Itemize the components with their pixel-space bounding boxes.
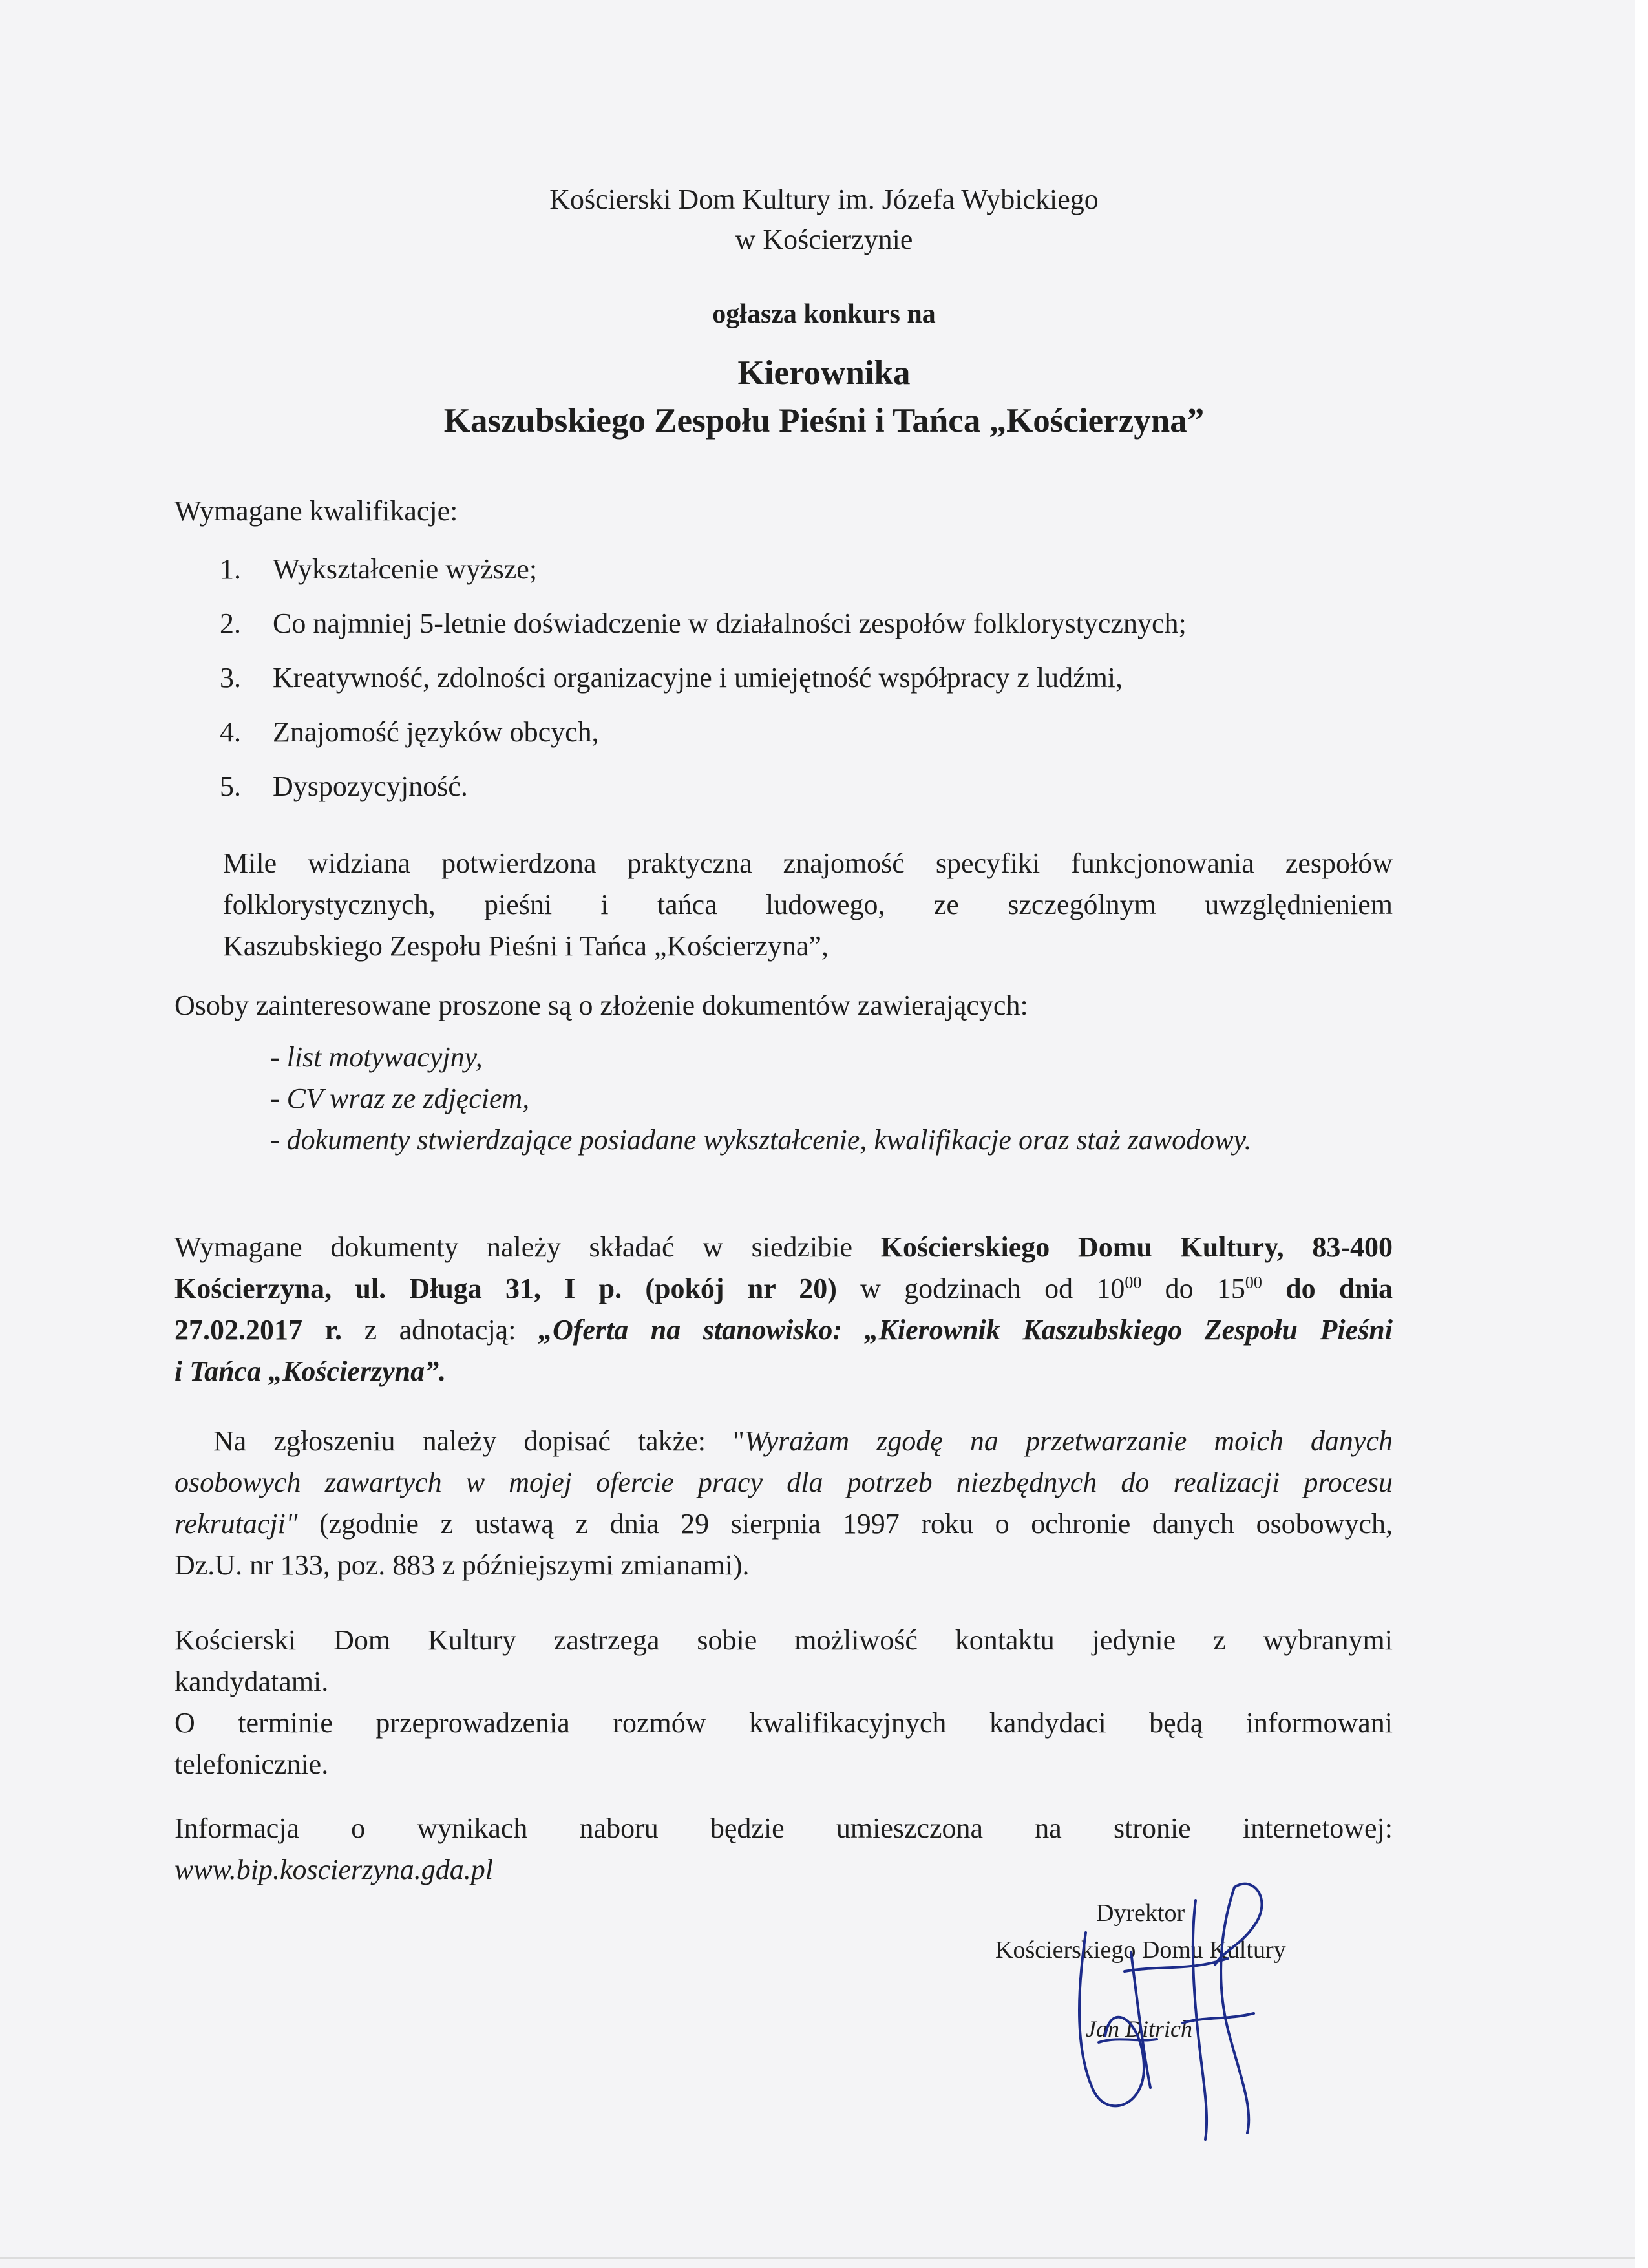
documents-intro: Osoby zainteresowane proszone są o złożenie dokumentów zawierających: [174,990,1028,1021]
requirement-number: 5. [220,770,241,802]
document-item: - list motywacyjny, [270,1041,483,1073]
requirements-list [220,553,1187,824]
submission-line [174,1227,1393,1268]
organization-location: w Kościerzynie [735,224,913,255]
submission-text: Wymagane dokumenty należy składać w siedzibie [174,1231,881,1263]
organization-header [0,180,1648,260]
consent-line: osobowych zawartych w mojej ofercie pracy dla potrzeb niezbędnych do realizacji procesu [174,1467,1393,1498]
consent-line [174,1503,1393,1545]
results-url: www.bip.koscierzyna.gda.pl [174,1854,493,1885]
signature-organization: Kościerskiego Domu Kultury [995,1936,1286,1964]
consent-quote: rekrutacji" [174,1508,298,1540]
requirement-item [220,770,1187,824]
submission-text: z adnotacją: [342,1314,538,1346]
contact-line: telefonicznie. [174,1748,329,1780]
requirement-text: Kreatywność, zdolności organizacyjne i umiejętność współpracy z ludźmi, [273,662,1123,694]
position-name: Kierownika [737,354,911,392]
time-superscript: 00 [1245,1273,1262,1292]
consent-text: (zgodnie z ustawą z dnia 29 sierpnia 1997 roku o ochronie danych osobowych, [297,1508,1393,1540]
submission-paragraph [174,1227,1393,1392]
submission-deadline: 27.02.2017 r. [174,1314,343,1346]
requirement-number: 3. [220,662,241,694]
requirement-text: Znajomość języków obcych, [273,716,599,748]
submission-deadline-label: do dnia [1262,1273,1393,1304]
document-item: - CV wraz ze zdjęciem, [270,1083,530,1114]
requirement-item [220,553,1187,607]
results-line: Informacja o wynikach naboru będzie umieszczona na stronie internetowej: [174,1812,1393,1844]
contact-line: Kościerski Dom Kultury zastrzega sobie możliwość kontaktu jedynie z wybranymi [174,1624,1393,1656]
submission-address: Kościerzyna, ul. Długa 31, I p. (pokój nr 20) [174,1273,837,1304]
document-item: - dokumenty stwierdzające posiadane wykształcenie, kwalifikacje oraz staż zawodowy. [270,1124,1252,1156]
requirement-text: Co najmniej 5-letnie doświadczenie w działalności zespołów folklorystycznych; [273,608,1187,639]
submission-address: Kościerskiego Domu Kultury, 83-400 [880,1231,1393,1263]
time-superscript: 00 [1125,1273,1142,1292]
submission-hours: w godzinach od 10 [836,1273,1125,1304]
announcement-line: ogłasza konkurs na [712,299,936,329]
signature-name-stamp: Jan Ditrich [1086,2016,1192,2042]
preferred-paragraph [223,843,1393,967]
submission-line [174,1351,1393,1392]
preferred-line: folklorystycznych, pieśni i tańca ludowego, ze szczególnym uwzględnieniem [223,889,1393,920]
requirement-number: 1. [220,553,241,585]
handwritten-signature [1034,1874,1331,2146]
organization-name: Kościerski Dom Kultury im. Józefa Wybickiego [549,184,1099,215]
requirement-item [220,661,1187,715]
consent-quote: Wyrażam zgodę na przetwarzanie moich danych [744,1425,1393,1457]
submission-line [174,1268,1393,1309]
requirements-heading: Wymagane kwalifikacje: [174,495,458,527]
scan-edge [0,2257,1648,2259]
requirement-number: 2. [220,608,241,639]
consent-line [213,1421,1393,1462]
preferred-line: Mile widziana potwierdzona praktyczna znajomość specyfiki funkcjonowania zespołów [223,847,1393,879]
consent-paragraph-cont [174,1462,1393,1586]
requirement-text: Wykształcenie wyższe; [273,553,538,585]
preferred-line: Kaszubskiego Zespołu Pieśni i Tańca „Kościerzyna”, [223,930,829,962]
submission-annotation: i Tańca „Kościerzyna”. [174,1355,447,1387]
submission-annotation: „Oferta na stanowisko: „Kierownik Kaszubskiego Zespołu Pieśni [538,1314,1393,1346]
requirement-text: Dyspozycyjność. [273,770,468,802]
ensemble-name: Kaszubskiego Zespołu Pieśni i Tańca „Kościerzyna” [443,402,1205,440]
documents-list [270,1037,1252,1161]
contact-paragraph [174,1620,1393,1785]
requirement-number: 4. [220,716,241,748]
scan-margin [1635,0,1648,2268]
requirement-item [220,607,1187,661]
consent-text: Na zgłoszeniu należy dopisać także: " [213,1425,745,1457]
consent-line: Dz.U. nr 133, poz. 883 z późniejszymi zmianami). [174,1549,750,1581]
submission-line [174,1309,1393,1351]
signature-title: Dyrektor [1096,1900,1185,1927]
contact-line: kandydatami. [174,1666,329,1697]
requirement-item [220,715,1187,770]
position-title [0,349,1648,445]
consent-paragraph [213,1421,1393,1462]
contact-line: O terminie przeprowadzenia rozmów kwalifikacyjnych kandydaci będą informowani [174,1707,1393,1739]
submission-hours: do 15 [1141,1273,1245,1304]
